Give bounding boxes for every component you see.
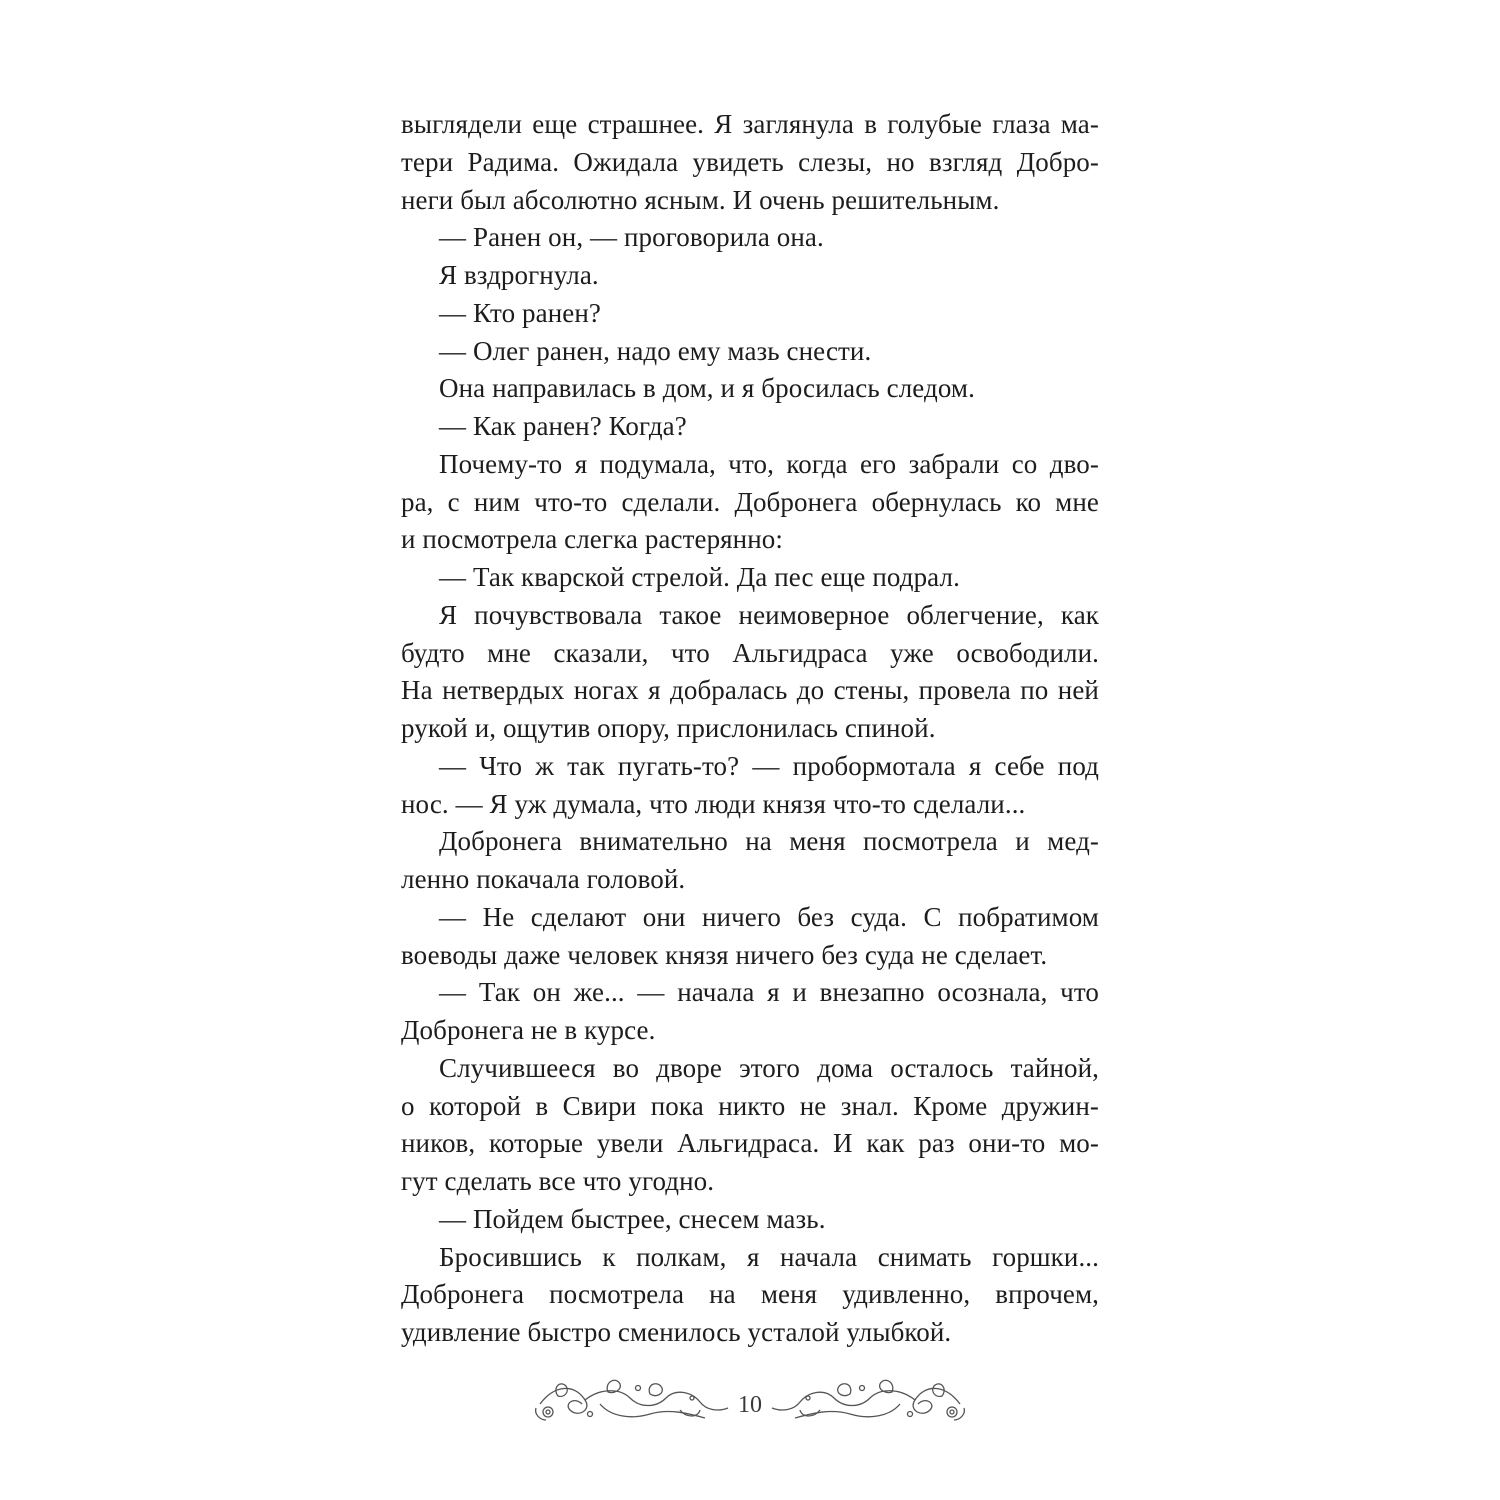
text-line: Случившееся во дворе этого дома осталось тайной,: [439, 1052, 1099, 1083]
text-line: На нетвердых ногах я добралась до стены, провела по ней: [401, 675, 1099, 706]
text-line: и посмотрела слегка растерянно:: [401, 524, 783, 555]
text-line: — Что ж так пугать-то? — пробормотала я себе под: [439, 750, 1099, 781]
text-line: Добронега посмотрела на меня удивленно, впрочем,: [401, 1279, 1099, 1310]
text-line: Почему-то я подумала, что, когда его забрали со дво-: [439, 448, 1099, 479]
text-line: ников, которые увели Альгидраса. И как раз они-то мо-: [401, 1128, 1099, 1159]
text-line: выглядели еще страшнее. Я заглянула в голубые глаза ма-: [401, 109, 1099, 139]
text-line: Бросившись к полкам, я начала снимать горшки...: [439, 1241, 1099, 1272]
text-line: гут сделать все что угодно.: [401, 1166, 715, 1196]
text-line: Добронега внимательно на меня посмотрела и мед-: [439, 826, 1099, 857]
page-footer: [530, 1374, 970, 1428]
floral-flourish-icon: [530, 1374, 730, 1428]
text-line: — Олег ранен, надо ему мазь снести.: [439, 335, 872, 366]
text-line: — Ранен он, — проговорила она.: [439, 222, 824, 253]
text-line: — Так он же... — начала я и внезапно осознала, что: [439, 977, 1099, 1008]
text-line: Добронега не в курсе.: [401, 1015, 656, 1045]
text-line: Я почувствовала такое неимоверное облегчение, как: [439, 599, 1099, 630]
text-line: тери Радима. Ожидала увидеть слезы, но взгляд Добро-: [401, 146, 1099, 177]
text-line: — Пойдем быстрее, снесем мазь.: [439, 1203, 826, 1234]
floral-flourish-icon: [770, 1374, 970, 1428]
text-line: удивление быстро сменилось усталой улыбкой.: [401, 1317, 952, 1347]
text-line: — Не сделают они ничего без суда. С побратимом: [439, 901, 1099, 932]
text-line: — Как ранен? Когда?: [439, 411, 687, 441]
text-line: — Так кварской стрелой. Да пес еще подрал.: [439, 562, 960, 592]
text-line: — Кто ранен?: [439, 297, 601, 328]
text-line: воеводы даже человек князя ничего без суда не сделает.: [401, 939, 1048, 970]
text-line: Она направилась в дом, и я бросилась следом.: [439, 373, 975, 404]
text-line: рукой и, ощутив опору, прислонилась спиной.: [401, 713, 936, 743]
text-line: нос. — Я уж думала, что люди князя что-то сделали...: [401, 788, 1026, 819]
text-line: о которой в Свири пока никто не знал. Кроме дружин-: [401, 1090, 1099, 1121]
body-text: [401, 106, 1099, 1352]
text-line: Я вздрогнула.: [439, 260, 599, 290]
text-line: ра, с ним что-то сделали. Добронега обернулась ко мне: [401, 486, 1099, 517]
text-line: неги был абсолютно ясным. И очень решительным.: [401, 184, 1000, 215]
text-line: ленно покачала головой.: [401, 864, 686, 894]
page-number: 10: [738, 1392, 762, 1418]
text-line: будто мне сказали, что Альгидраса уже освободили.: [401, 637, 1099, 668]
